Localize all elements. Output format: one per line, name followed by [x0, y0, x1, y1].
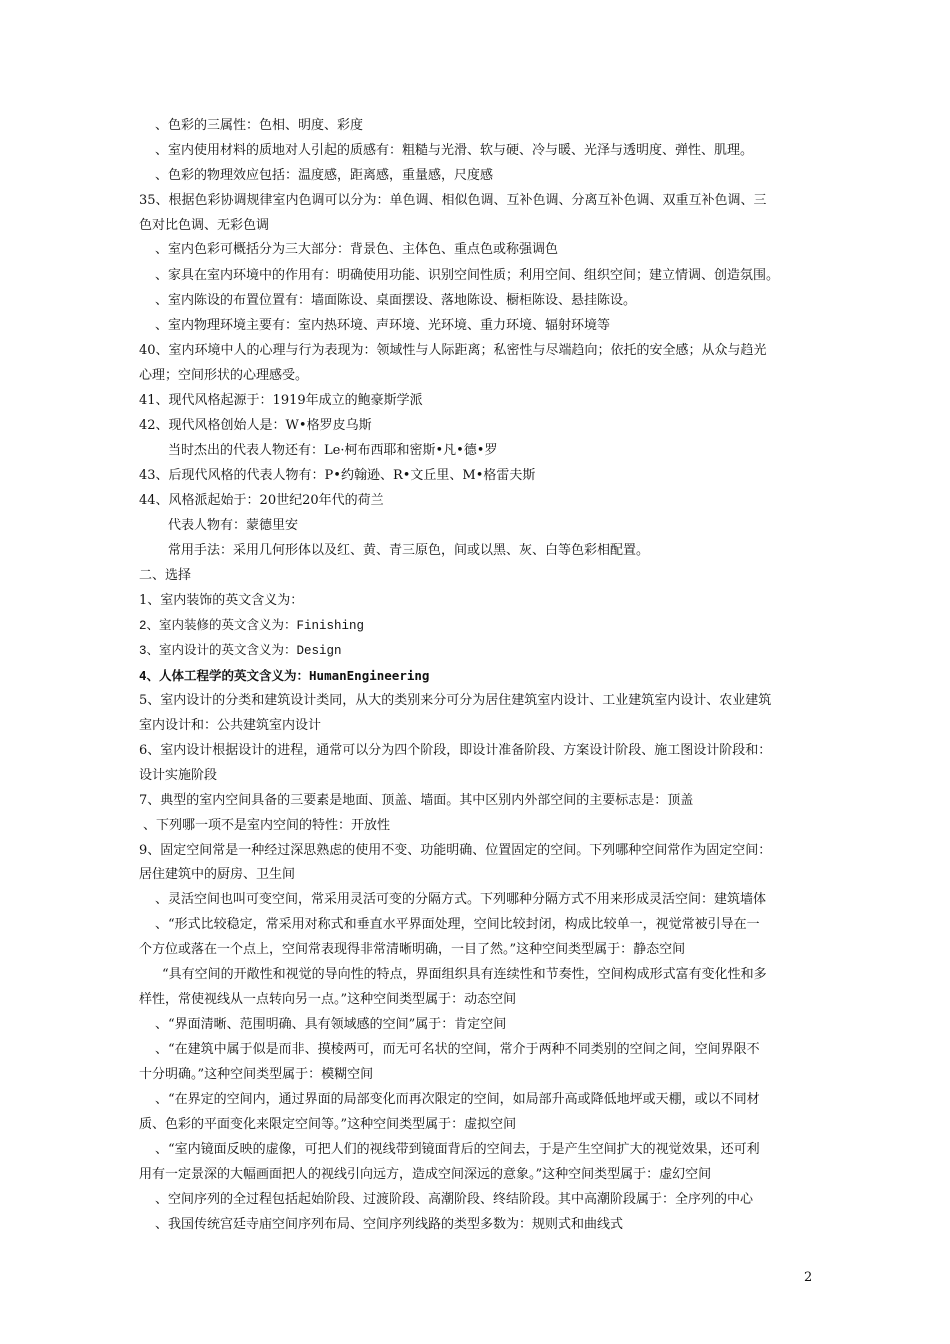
text-line: 、“在建筑中属于似是而非、摸棱两可，而无可名状的空间，常介于两种不同类别的空间之间，空间界限不: [155, 1042, 760, 1057]
page-number: 2: [804, 1270, 813, 1285]
text-line: 、“界面清晰、范围明确、具有领域感的空间”属于：肯定空间: [155, 1017, 507, 1032]
text-line: 9、固定空间常是一种经过深思熟虑的使用不变、功能明确、位置固定的空间。下列哪种空间常作为固定空间：: [139, 843, 772, 858]
text-line: 质、色彩的平面变化来限定空间等。”这种空间类型属于：虚拟空间: [139, 1117, 517, 1132]
text-line: 4、人体工程学的英文含义为：HumanEngineering: [139, 668, 430, 683]
text-line: 、我国传统宫廷寺庙空间序列布局、空间序列线路的类型多数为：规则式和曲线式: [155, 1217, 624, 1232]
text-line: 、“形式比较稳定，常采用对称式和垂直水平界面处理，空间比较封闭，构成比较单一，视觉常被引导在一: [155, 917, 760, 932]
text-line: 5、室内设计的分类和建筑设计类同，从大的类别来分可分为居住建筑室内设计、工业建筑室内设计、农业建筑: [139, 693, 772, 708]
text-line: 居住建筑中的厨房、卫生间: [139, 867, 296, 882]
text-line: 、“室内镜面反映的虚像，可把人们的视线带到镜面背后的空间去，于是产生空间扩大的视觉效果，还可利: [155, 1142, 760, 1157]
text-line: 40、室内环境中人的心理与行为表现为：领域性与人际距离；私密性与尽端趋向；依托的安全感；从众与趋光: [139, 343, 767, 358]
text-line: 代表人物有：蒙德里安: [168, 518, 299, 533]
text-line: 43、后现代风格的代表人物有：P•约翰逊、R•文丘里、M•格雷夫斯: [139, 468, 536, 483]
text-line: 室内设计和：公共建筑室内设计: [139, 718, 322, 733]
text-line: 色对比色调、无彩色调: [139, 218, 270, 233]
text-line: 、室内使用材料的质地对人引起的质感有：粗糙与光滑、软与硬、冷与暖、光泽与透明度、弹性、肌理。: [155, 143, 754, 158]
text-line: 41、现代风格起源于：1919年成立的鲍豪斯学派: [139, 393, 423, 408]
text-line: 当时杰出的代表人物还有：Le·柯布西耶和密斯•凡•德•罗: [168, 443, 498, 458]
text-line: 、“在界定的空间内，通过界面的局部变化而再次限定的空间，如局部升高或降低地坪或天棚，或以不同材: [155, 1092, 760, 1107]
text-line: “具有空间的开敞性和视觉的导向性的特点，界面组织具有连续性和节奏性，空间构成形式富有变化性和多: [162, 967, 767, 982]
text-line: 、室内色彩可概括分为三大部分：背景色、主体色、重点色或称强调色: [155, 242, 559, 257]
text-line: 、空间序列的全过程包括起始阶段、过渡阶段、高潮阶段、终结阶段。其中高潮阶段属于：全序列的中心: [155, 1192, 754, 1207]
text-line: 、灵活空间也叫可变空间，常采用灵活可变的分隔方式。下列哪种分隔方式不用来形成灵活空间：建筑墙体: [155, 892, 767, 907]
text-line: 3、室内设计的英文含义为：Design: [139, 644, 342, 658]
section-heading: 二、选择: [139, 568, 192, 583]
text-line: 7、典型的室内空间具备的三要素是地面、顶盖、墙面。其中区别内外部空间的主要标志是：顶盖: [139, 793, 694, 808]
text-line: 心理；空间形状的心理感受。: [139, 368, 309, 383]
text-line: 样性，常使视线从一点转向另一点。”这种空间类型属于：动态空间: [139, 992, 517, 1007]
text-line: 1、室内装饰的英文含义为：: [139, 593, 304, 608]
text-line: 用有一定景深的大幅画面把人的视线引向远方，造成空间深远的意象。”这种空间类型属于：虚幻空间: [139, 1167, 712, 1182]
text-line: 2、室内装修的英文含义为：Finishing: [139, 619, 365, 633]
text-line: 设计实施阶段: [139, 768, 218, 783]
text-line: 6、室内设计根据设计的进程，通常可以分为四个阶段，即设计准备阶段、方案设计阶段、施工图设计阶段和：: [139, 743, 772, 758]
text-line: 44、风格派起始于：20世纪20年代的荷兰: [139, 493, 384, 508]
text-line: 、色彩的三属性：色相、明度、彩度: [155, 118, 364, 133]
text-line: 、室内陈设的布置位置有：墙面陈设、桌面摆设、落地陈设、橱柜陈设、悬挂陈设。: [155, 293, 637, 308]
text-line: 42、现代风格创始人是：W•格罗皮乌斯: [139, 418, 372, 433]
text-line: 十分明确。”这种空间类型属于：模糊空间: [139, 1067, 374, 1082]
text-line: 35、根据色彩协调规律室内色调可以分为：单色调、相似色调、互补色调、分离互补色调、双重互补色调、三: [139, 193, 767, 208]
text-line: 、家具在室内环境中的作用有：明确使用功能、识别空间性质；利用空间、组织空间；建立情调、创造氛围。: [155, 268, 780, 283]
text-line: 、室内物理环境主要有：室内热环境、声环境、光环境、重力环境、辐射环境等: [155, 318, 611, 333]
text-line: 个方位或落在一个点上，空间常表现得非常清晰明确，一目了然。”这种空间类型属于：静态空间: [139, 942, 686, 957]
text-line: 常用手法：采用几何形体以及红、黄、青三原色，间或以黑、灰、白等色彩相配置。: [168, 543, 650, 558]
text-line: 、色彩的物理效应包括：温度感，距离感，重量感，尺度感: [155, 168, 494, 183]
text-line: 、下列哪一项不是室内空间的特性：开放性: [143, 818, 391, 833]
